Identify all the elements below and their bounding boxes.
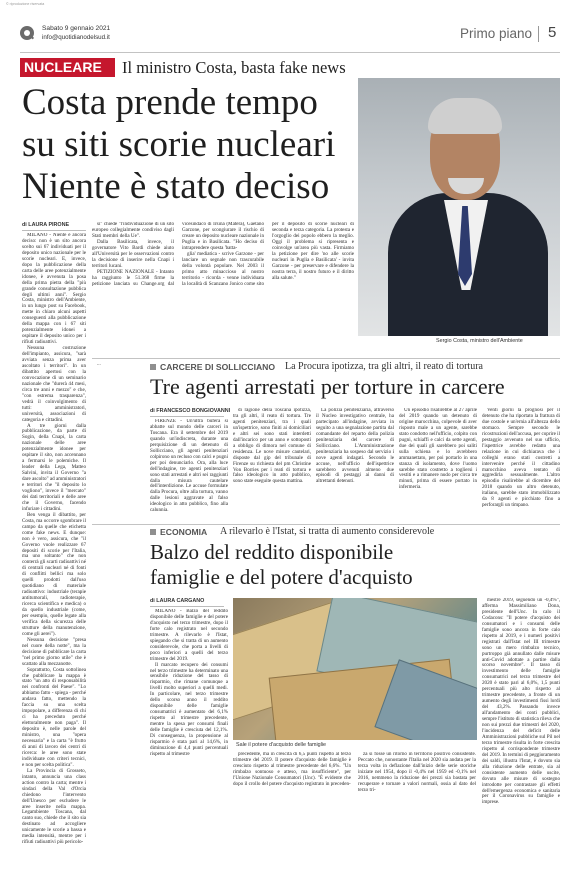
- article-1-columns-2-4: [92, 222, 354, 354]
- photo-sergio-costa: [358, 78, 560, 336]
- headline-2: Tre agenti arrestati per torture in carcere: [150, 374, 505, 399]
- copyright-notice: © riproduzione riservata: [6, 2, 45, 6]
- overline-3: A rilevarlo è l'Istat, si tratta di aumento considerevole: [220, 526, 435, 537]
- kicker-nucleare: [20, 58, 115, 77]
- page-header: [0, 10, 580, 50]
- article-2-column-4: [399, 408, 477, 520]
- headline-1-line-3: Niente è stato deciso: [22, 166, 330, 207]
- headline-1: [22, 82, 362, 208]
- kicker-carcere: CARCERE DI SOLLICCIANO: [160, 362, 276, 372]
- article-1-paragraph: Nessuna costruzione dell'impianto, assicura, "sarà avviata senza prima aver ascoltato i territori". In un dibattito apertosi con la convocazione di un seminario nazionale che "durerà 44 mesi, circa tre anni e mezzo" e che, "con estrema trasparenza", vedrà il coinvolgimento di tutti: amministratori, università, associazioni di categoria e cittadini.: [22, 345, 86, 423]
- article-1-paragraph: Soprattutto, Costa sottolinea che pubblicare la mappa è stato "un atto di responsabilità nei confronti del Paese". "Lo abbiamo fatto - spiega - perché andava fatto, mettendo la faccia su una scelta impopolare, a differenza di chi ci ha preceduto perché elettoralmente non paga". Il deposito è, nelle parole del ministro, una "opera necessaria" e la carta "è frutto di anni di lavoro dei centri di ricerca: le aree sono state individuate con criteri tecnici, e non per scelta politica".: [22, 666, 86, 768]
- headline-3-line-1: Balzo del reddito disponibile: [150, 540, 394, 564]
- article-1-paragraph: La Provincia di Grosseto, intanto, annuncia una class action contro la carta; mentre i sindaci della Val d'Orcia chiedono l'intervento dell'Unesco per escludere le aree inserite nella mappa. Legambiente Toscana, dal canto suo, chiede che il sito sia destinato ad accogliere unicamente le scorie a bassa e media intensità, mentre per i rifiuti radioattivi più pericolo-: [22, 767, 86, 846]
- byline-3: di LAURA CARGANO: [150, 598, 205, 604]
- article-2-paragraph: La polizia penitenziaria, attraverso il Nucleo investigativo centrale, ha partecipato all'indagine, avviata in seguito a una segnalazione partita dal comandante del reparto della polizia penitenziaria del carcere di Sollicciano. L'Amministrazione penitenziaria ha sospeso dal servizio i nove agenti indagati. Secondo le accuse, nell'ufficio dell'ispettrice sarebbero avvenuti almeno due episodi di pestaggi ai danni di altrettanti detenuti.: [316, 408, 394, 485]
- article-2-paragraph: di ragione della Toscana ipotizza, tra gli altri, il reato di tortura. Tre agenti penitenziari, tra i quali un'ispettrice, sono finiti ai domiciliari e altri sei sono stati interdetti dall'incarico per un anno e sottoposti a obbligo di dimora nel comune di residenza. Le nove misure cautelari, disposte dal gip del tribunale di Firenze su richiesta del pm Christine Von Borries per i reati di tortura e falso ideologico in atto pubblico, sono state eseguite questa mattina.: [233, 408, 311, 485]
- article-1-column-1: [22, 233, 86, 863]
- article-3-column-3: [358, 752, 476, 865]
- article-1-paragraph: PETIZIONE NAZIONALE - Intanto ha raggiunto le 51.368 firme la petizione lanciata su Change.org dal vicesindaco di Irsina (Matera), Gaetano Garzone, per scongiurare il rischio di creare un deposito nucleare nazionale in Puglia e in Basilicata. "Ho deciso di intraprendere questa 'batta-: [92, 222, 264, 287]
- article-3-column-1: [150, 609, 228, 865]
- header-rule: [20, 52, 560, 53]
- article-3-paragraph: MILANO - Balzo del reddito disponibile delle famiglie e del potere d'acquisto nel terzo trimestre, dopo il forte calo registrato nel secondo trimestre. A rilevarlo è l'Istat, spiegando che si tratta di un aumento considerevole, che porta a livelli di poco inferiori a quelli del terzo trimestre del 2019.: [150, 609, 228, 662]
- kicker-bullet-2: [150, 364, 156, 370]
- article-1-paragraph: A tre giorni dalla pubblicazione, da parte di Sogin, della Cnapi, la carta nazionale delle aree potenzialmente idonee per ospitare il sito, non accennano a fermarsi le polemiche. Il leader della Lega, Matteo Salvini, invita il Governo "a dare ascolto" ad amministratori e territori che "il deposito lo vogliono", invece il "mercato" dei dati territoriali e delle aree che il Governo, facendo infuriare i cittadini.: [22, 422, 86, 512]
- article-2-paragraph: Un episodio risalirebbe al 27 aprile del 2019 quando un detenuto di origine marocchina, colpevole di aver risposto male a un agente, sarebbe stato condotto nell'ufficio, colpito con pugni, schiaffi e calci da sette agenti, due dei quali gli sarebbero poi saliti sulla schiena e lo avrebbero ammanettato, per poi portarlo in una stanza di isolamento, dove l'uomo sarebbe stato costretto a togliersi i vestiti e a rimanere nudo per circa tre minuti, prima di essere portato in infermeria.: [399, 408, 477, 491]
- byline-rule-1: [22, 230, 86, 231]
- byline-2: di FRANCESCO BONGIOVANNI: [150, 408, 231, 414]
- article-1-paragraph: ...: [97, 362, 101, 367]
- photo-caption-2: Sale il potere d'acquisto delle famiglie: [236, 742, 327, 748]
- article-1-paragraph: Dalla Basilicata, invece, il governatore Vito Bardi chiede aiuto all'Università per le osservazioni contro la decisione di inserire nella Cnapi i territori lucani.: [92, 238, 174, 269]
- article-3-column-2: [233, 752, 351, 865]
- headline-1-line-1: Costa prende tempo: [22, 82, 318, 123]
- article-2-top-rule: [92, 358, 560, 359]
- article-1-paragraph: Nessuna decisione "presa nel cuore della notte", ma la decisione di pubblicare la carta "nel primo giorno utile" che è scattato alla mezzanotte.: [22, 636, 86, 667]
- contact-email: info@quotidianodelsud.it: [42, 34, 110, 41]
- article-2-paragraph: FIRENZE - Un'ultra bufera si abbatte sul mondo delle carceri in Toscana. Era il settembre del 2019 quando un'indiscreta, durante una perquisizione di un detenuto di Sollicciano, gli agenti penitenziari colpirono un recluso con calci e pugni per poi denunciarlo. Ora, alla luce dell'indagine, tre agenti penitenziari sono stati arrestati e altri sei raggiunti dalla misura cautelare dell'interdizione. Le accuse formulate dalla Procura, oltre alla tortura, vanno dalle lesioni aggravate al falso ideologico in atto pubblico, fino alla calunnia.: [150, 419, 228, 514]
- photo-caption-1: Sergio Costa, ministro dell'Ambiente: [436, 338, 523, 344]
- article-3-paragraph: za si fosse un ritorno in territorio positivo consistente. Peccato che, nonostante l'Italia nel 2020 sia andata per la terza volta in deflazione dall'inizio delle serie storiche iniziate nel 1954, dopo il -0,4% nel 1959 ed -0,1% nel 2016, nemmeno la riduzione dei prezzi sia bastata per recuperare e tornare a valori normali, ossia al dato del terzo tri-: [358, 752, 476, 793]
- article-2-column-5: [482, 408, 560, 520]
- byline-1: di LAURA PIRONE: [22, 222, 70, 228]
- section-name: Primo piano: [460, 26, 533, 41]
- headline-1-line-2: su siti scorie nucleari: [22, 124, 336, 165]
- photo-banknotes: [233, 598, 477, 740]
- article-1-paragraph: MILANO - Niente è ancora deciso: non è un sito ancora scelto sui 67 individuati per il deposito unico nazionale per le scorie nucleari. E, invece, dopo la pubblicazione della carta delle aree potenzialmente idonee, è avvenuta la posa della prima pietra della "più grande consultazione pubblica degli ultimi anni". Sergio Costa, ministro dell'Ambiente, in un lungo post su Facebook, mette in chiaro alcuni aspetti conseguenti alla pubblicazione della mappa con i 67 siti potenzialmente idonei a ospitare il deposito unico per i rifiuti radioattivi.: [22, 233, 86, 346]
- article-3-paragraph: mestre 2019, seguendo un -0,4%", afferma Massimiliano Dona, presidente dell'Unc. In calo il Codacons: "Il potere d'acquisto dei consumatori e i consumi delle famiglie sono ancora in forte calo rispetto al 2019, e i numeri positivi registrati dall'Istat nel III trimestre sono un mero rimbalzo tecnico, purtroppo già annullato dalle misure anti-Covid adottate a partire dalla scorso novembre". Il tasso di investimento delle famiglie consumatrici nel terzo trimestre del 2020 è stato pari al 6,0%, 1,5 punti percentuali più alto rispetto al trimestre precedente, a fronte di un aumento degli investimenti fissi lordi del 43,2%. Passando invece all'andamento dei conti pubblici, sempre l'istituto di statistica rileva che non sui prezzi due trimestri del 2020, l'incidenza del deficit delle Amministrazioni pubbliche sul Pil nel terzo trimestre risulta in forte crescita rispetto al corrispondente trimestre del 2019. In termini di peggioramento dei saldi, illustra l'Istat, è dovuto sia alla riduzione delle entrate, sia al consistente aumento delle uscite, dovuto alle misure di sostegno introdotte per contrastare gli effetti dell'emergenza economica e sanitaria per il Coronavirus su famiglie e imprese.: [482, 598, 560, 806]
- headline-3-line-2: famiglie e del potere d'acquisto: [150, 565, 413, 589]
- header-divider: [538, 26, 539, 42]
- article-3-paragraph: precedente, ma in crescita di 6,5 punti rispetto al terzo trimestre del 2019. Il potere d'acquisto delle famiglie è cresciuto rispetto al trimestre precedente del 6,6%. "Un rimbalzo sontuoso e atteso, ma insufficiente", per l'Unione Nazionale Consumatori (Unc). "È evidente che dopo il crollo del potere d'acquisto registrato in preceden-: [233, 752, 351, 787]
- page-number: 5: [548, 24, 557, 41]
- issue-date: Sabato 9 gennaio 2021: [42, 25, 111, 32]
- newspaper-logo: [20, 26, 34, 40]
- kicker-bullet-3: [150, 529, 156, 535]
- article-2-column-2: [233, 408, 311, 520]
- byline-rule-3: [150, 606, 224, 607]
- kicker-label: NUCLEARE: [24, 59, 102, 75]
- article-1-paragraph: glia' mediatica - scrive Garzone - per lanciare un segnale non trascurabile della volontà popolare. Nel 2003 il primo atto minaccioso al nostro territorio - ricorda - venne individuata la località di Scanzano Jonico come sito per il deposito di scorie nucleari di seconda e terza categoria. La protesta e l'orgoglio dei popolo ebbero la meglio. Oggi il problema si ripresenta e coinvolge un'area più vasta. Firmiamo la petizione per dire 'no alle scorie nucleari in Puglia e Basilicata' - invita Garzone - per preservare e difendere la nostra terra, il nostro futuro e il diritto alla salute.": [182, 222, 354, 287]
- overline-2: La Procura ipotizza, tra gli altri, il reato di tortura: [285, 361, 483, 372]
- article-3-column-4: [482, 598, 560, 865]
- kicker-economia: ECONOMIA: [160, 527, 208, 537]
- headline-3: [150, 540, 470, 590]
- article-2-paragraph: Venti giorni la prognosi per il detenuto che ha riportato la frattura di due costole e un'ernia all'altezza dello stomaco. Sempre secondo le ricostruzioni dell'accusa, per coprire il pestaggio avvenuto nel suo ufficio, l'ispettrice avrebbe redatto una relazione in cui dichiarava che i colleghi erano stati costretti a intervenire perché il cittadino marocchino aveva tentato di aggredirla sessualmente. L'altro episodio risalirebbe al dicembre del 2018 quando un altro detenuto, italiano, sarebbe stato immobilizzato da 8 agenti e picchiato fino a perforargli un timpano.: [482, 408, 560, 509]
- article-3-paragraph: Il marcato recupero dei consumi nel terzo trimestre ha determinato una sensibile riduzione del tasso di risparmio, che rimane comunque a livelli molto superiori a quelli medi. In particolare, nel terzo trimestre dello scorso anno il reddito disponibile delle famiglie consumatrici è aumentato del 6,1% rispetto al trimestre precedente, mentre la spesa per consumi finali delle famiglie è cresciuta del 12,1%. Di conseguenza, la propensione al risparmio è stata pari al 14,6%, in diminuzione di 4,4 punti percentuali rispetto al trimestre: [150, 661, 228, 757]
- article-3-top-rule: [92, 524, 560, 525]
- article-1-paragraph: si" chiede "l'individuazione di un sito europeo collegialmente condiviso dagli Stati membri della Ue".: [92, 222, 174, 239]
- article-2-column-3: [316, 408, 394, 520]
- overline-1: Il ministro Costa, basta fake news: [122, 58, 346, 77]
- article-1-continuation-column: [92, 362, 146, 865]
- article-2-column-1: [150, 419, 228, 519]
- byline-rule-2: [150, 416, 224, 417]
- article-1-paragraph: Ben venga il dibattito, per Costa, ma occorre sgombrare il campo da quelle che etichetta come fake news. E dunque: non è vero, assicura, che "il Governo vuole realizzare 67 depositi di scorie per l'Italia, ma uno soltanto" che non conterrà gli scarti radioattivi né di centrali nucleari né di fonti di conflitti bellici ma solo quelli prodotti dall'uso quotidiano di materiale radioattivo: industriale (terapie antitumorali, radioterapie, ricerca scientifica e medica) o da quello industriale (come, per esempio, quelle legate alla verifica della sicurezza delle strutture della manutenzione, come gli aerei").: [22, 511, 86, 637]
